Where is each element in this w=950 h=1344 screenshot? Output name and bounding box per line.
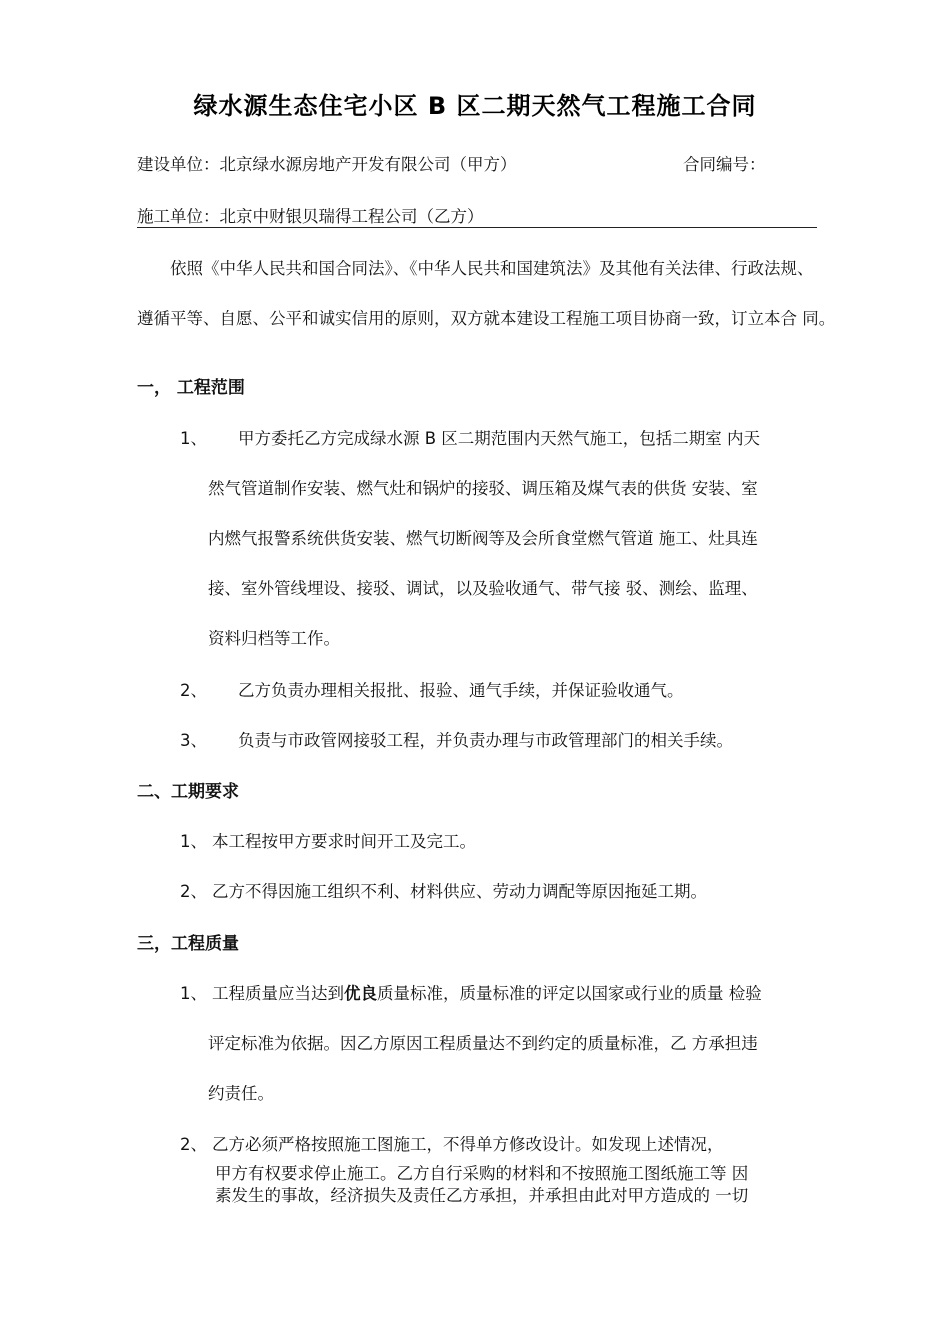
s3-item1-emphasis: 优良 [344,984,377,1003]
s3-item2-line-1: 乙方必须严格按照施工图施工，不得单方修改设计。如发现上述情况， [212,1135,724,1154]
s1-item1-line-4: 接、室外管线埋设、接驳、调试，以及验收通气、带气接 驳、测绘、监理、 [208,579,758,598]
s1-item1-line-2: 然气管道制作安装、燃气灶和锅炉的接驳、调压箱及煤气表的供货 安装、室 [208,479,758,498]
section-2-heading: 二、工期要求 [137,782,239,802]
s3-item1-number: 1、 [180,984,207,1003]
s1-item1-line-3: 内燃气报警系统供货安装、燃气切断阀等及会所食堂燃气管道 施工、灶具连 [208,529,758,548]
s3-item1-line-1 [212,980,762,1004]
preamble-line-2: 遵循平等、自愿、公平和诚实信用的原则，双方就本建设工程施工项目协商一致，订立本合 同。 [137,309,836,328]
contractor-unit: 施工单位：北京中财银贝瑞得工程公司（乙方） [137,207,484,226]
document-title: 绿水源生态住宅小区 B 区二期天然气工程施工合同 [193,92,757,120]
s2-item2-text: 乙方不得因施工组织不利、材料供应、劳动力调配等原因拖延工期。 [212,882,707,901]
s3-item1-line-1-post: 质量标准，质量标准的评定以国家或行业的质量 检验 [377,984,762,1003]
s3-item1-line-1-pre: 工程质量应当达到 [212,984,344,1003]
preamble-line-1: 依照《中华人民共和国合同法》、《中华人民共和国建筑法》及其他有关法律、行政法规、 [170,259,814,278]
s1-item2-text: 乙方负责办理相关报批、报验、通气手续，并保证验收通气。 [238,681,684,700]
s3-item1-line-2: 评定标准为依据。因乙方原因工程质量达不到约定的质量标准，乙 方承担违 [208,1034,758,1053]
s3-item2-line-2: 甲方有权要求停止施工。乙方自行采购的材料和不按照施工图纸施工等 因 [215,1164,749,1183]
s2-item1-text: 本工程按甲方要求时间开工及完工。 [212,832,476,851]
s1-item3-text: 负责与市政管网接驳工程，并负责办理与市政管理部门的相关手续。 [238,731,733,750]
s2-item1-number: 1、 [180,832,207,851]
section-3-heading: 三，工程质量 [137,934,239,954]
s1-item2-number: 2、 [180,681,207,700]
s3-item2-number: 2、 [180,1135,207,1154]
contract-number-label: 合同编号： [683,155,766,174]
s3-item2-line-3: 素发生的事故，经济损失及责任乙方承担，并承担由此对甲方造成的 一切 [215,1186,749,1205]
header-divider [137,227,817,228]
section-1-heading: 一， 工程范围 [137,378,245,398]
s3-item1-line-3: 约责任。 [208,1084,274,1103]
s2-item2-number: 2、 [180,882,207,901]
s1-item1-number: 1、 [180,429,207,448]
s1-item1-line-1: 甲方委托乙方完成绿水源 B 区二期范围内天然气施工，包括二期室 内天 [238,429,761,448]
s1-item3-number: 3、 [180,731,207,750]
s1-item1-line-5: 资料归档等工作。 [208,629,340,648]
builder-unit: 建设单位：北京绿水源房地产开发有限公司（甲方） [137,155,517,174]
